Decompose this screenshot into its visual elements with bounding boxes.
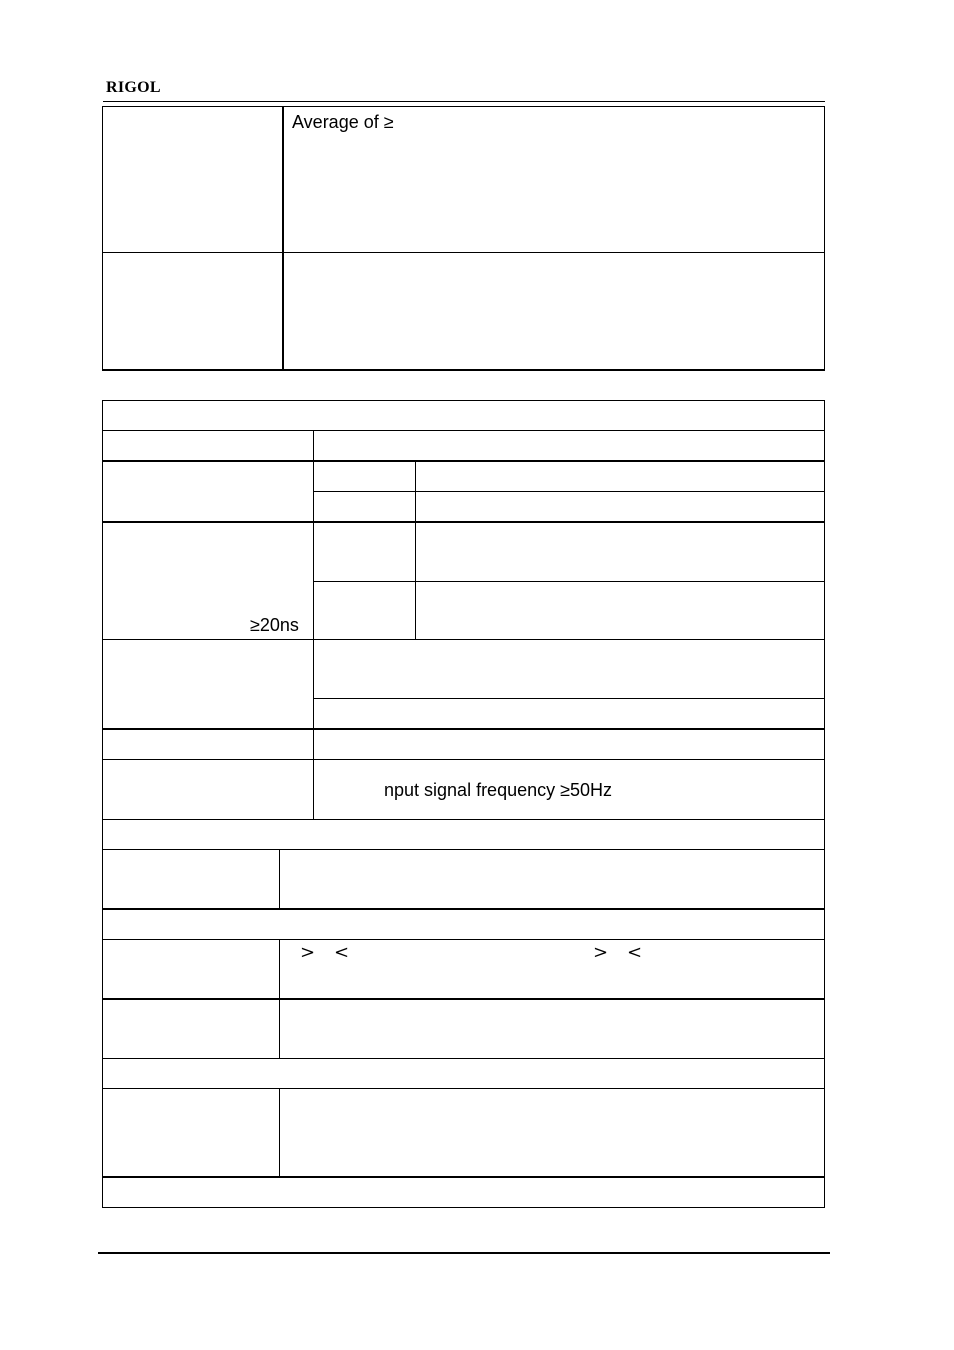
t2-hline-10 bbox=[102, 819, 825, 820]
t2-vline-b bbox=[279, 939, 280, 1058]
t2-hline-14 bbox=[102, 998, 825, 1000]
t2-hline-16 bbox=[102, 1088, 825, 1089]
compare-lt-left: < bbox=[334, 942, 350, 963]
t2-hline-17 bbox=[102, 1176, 825, 1178]
table1-col-divider bbox=[282, 106, 284, 371]
table1-frame bbox=[102, 106, 825, 371]
t2-hline-6 bbox=[102, 639, 825, 640]
t2-hline-4 bbox=[102, 521, 825, 523]
t2-hline-12 bbox=[102, 908, 825, 910]
t2-hline-2 bbox=[102, 460, 825, 462]
compare-gt-left: > bbox=[300, 942, 316, 963]
t2-hline-8 bbox=[102, 728, 825, 730]
t2-hline-5 bbox=[313, 581, 825, 582]
t2-vline-c bbox=[279, 1088, 280, 1176]
footer-rule bbox=[98, 1252, 830, 1254]
compare-gt-right: > bbox=[593, 942, 609, 963]
t2-hline-7 bbox=[313, 698, 825, 699]
table1-row-divider bbox=[102, 252, 825, 253]
brand-logo-text: RIGOL bbox=[106, 79, 161, 96]
pulse-width-condition: ≥20ns bbox=[250, 615, 299, 635]
t2-hline-13 bbox=[102, 939, 825, 940]
t2-hline-9 bbox=[102, 759, 825, 760]
table1-row1-value: Average of ≥ bbox=[292, 112, 394, 132]
t2-hline-3 bbox=[313, 491, 825, 492]
frequency-note: nput signal frequency ≥50Hz bbox=[384, 780, 613, 800]
t2-hline-11 bbox=[102, 849, 825, 850]
header-rule bbox=[103, 101, 825, 102]
t2-hline-1 bbox=[102, 430, 825, 431]
compare-lt-right: < bbox=[627, 942, 643, 963]
t2-vline-sub bbox=[415, 460, 416, 639]
t2-vline-main bbox=[313, 430, 314, 819]
t2-hline-15 bbox=[102, 1058, 825, 1059]
t2-vline-a bbox=[279, 849, 280, 908]
